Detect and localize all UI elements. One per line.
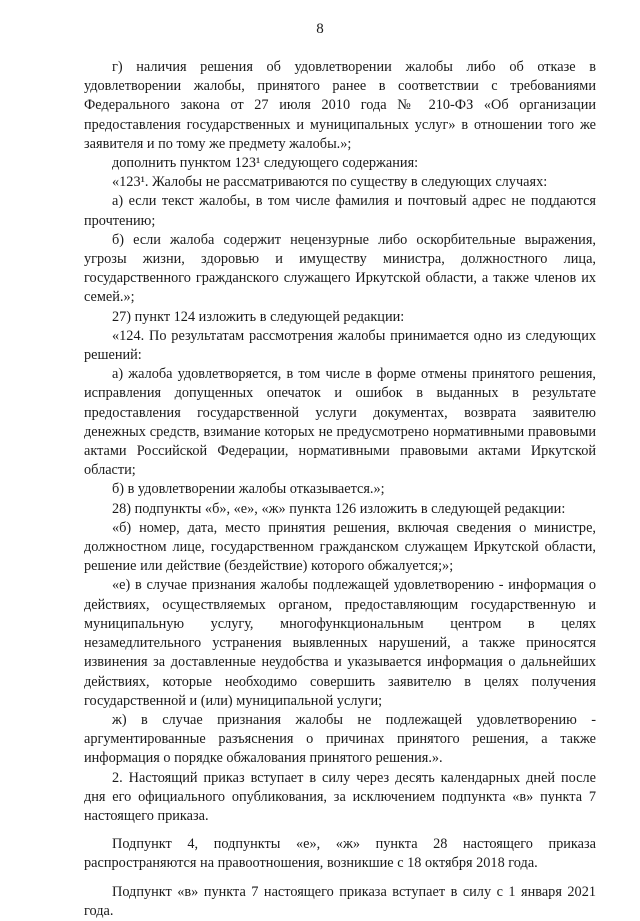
paragraph-123-1-b: б) если жалоба содержит нецензурные либо оскорбительные выражения, угрозы жизни, здоровью и имуществу министра, должностного лица, государственного гражданского служащего Иркутской области, а также членов их семей.»; [84,231,596,306]
paragraph-123-1-a: а) если текст жалобы, в том числе фамилия и почтовый адрес не поддаются прочтению; [84,193,596,229]
paragraph-123-1-intro: «123¹. Жалобы не рассматриваются по существу в следующих случаях: [112,174,548,191]
page-number: 8 [316,21,324,37]
paragraph-124-b: б) в удовлетворении жалобы отказывается.»; [112,481,385,498]
paragraph-subpoint-v: Подпункт «в» пункта 7 настоящего приказа вступает в силу с 1 января 2021 года. [84,883,596,919]
paragraph-subpoint-4: Подпункт 4, подпункты «е», «ж» пункта 28 настоящего приказа распространяются на правоотношения, возникшие с 18 октября 2018 года. [84,836,596,872]
document-body [84,58,596,921]
paragraph-clause-g: г) наличия решения об удовлетворении жалобы либо об отказе в удовлетворении жалобы, принятого ранее в соответствии с требованиями Федерального закона от 27 июля 2010 года № 210-ФЗ «Об организации предоставления государственных и муниципальных услуг» в отношении того же заявителя и по тому же предмету жалобы.»; [84,59,596,152]
paragraph-point-2: 2. Настоящий приказ вступает в силу через десять календарных дней после дня его официального опубликования, за исключением подпункта «в» пункта 7 настоящего приказа. [84,769,596,824]
paragraph-item-27: 27) пункт 124 изложить в следующей редакции: [112,308,405,325]
paragraph-item-28: 28) подпункты «б», «е», «ж» пункта 126 изложить в следующей редакции: [112,500,566,517]
paragraph-add-123-1: дополнить пунктом 123¹ следующего содержания: [112,155,419,172]
paragraph-124-intro: «124. По результатам рассмотрения жалобы принимается одно из следующих решений: [84,327,596,364]
paragraph-126-e: «е) в случае признания жалобы подлежащей удовлетворению - информация о действиях, осуществляемых органом, предоставляющим государственную и муниципальную услугу, многофункциональным центром в целях незамедлительного устранения выявленных нарушений, а также приносятся извинения за доставленные неудобства и указывается информация о дальнейших действиях, которые необходимо совершить заявителю в целях получения государственной и (или) муниципальной услуги; [84,577,596,709]
paragraph-126-b: «б) номер, дата, место принятия решения, включая сведения о министре, должностном лице, государственном гражданском служащем Иркутской области, решение или действие (бездействие) которого обжалуется;»; [84,519,596,575]
paragraph-126-zh: ж) в случае признания жалобы не подлежащей удовлетворению - аргументированные разъяснения о причинах принятого решения, а также информация о порядке обжалования принятого решения.». [84,711,596,767]
paragraph-124-a: а) жалоба удовлетворяется, в том числе в форме отмены принятого решения, исправления допущенных опечаток и ошибок в выданных в результате предоставления государственной услуги документах, возврата заявителю денежных средств, взимание которых не предусмотрено нормативными правовыми актами Российской Федерации, нормативными правовыми актами Иркутской области; [84,366,596,479]
